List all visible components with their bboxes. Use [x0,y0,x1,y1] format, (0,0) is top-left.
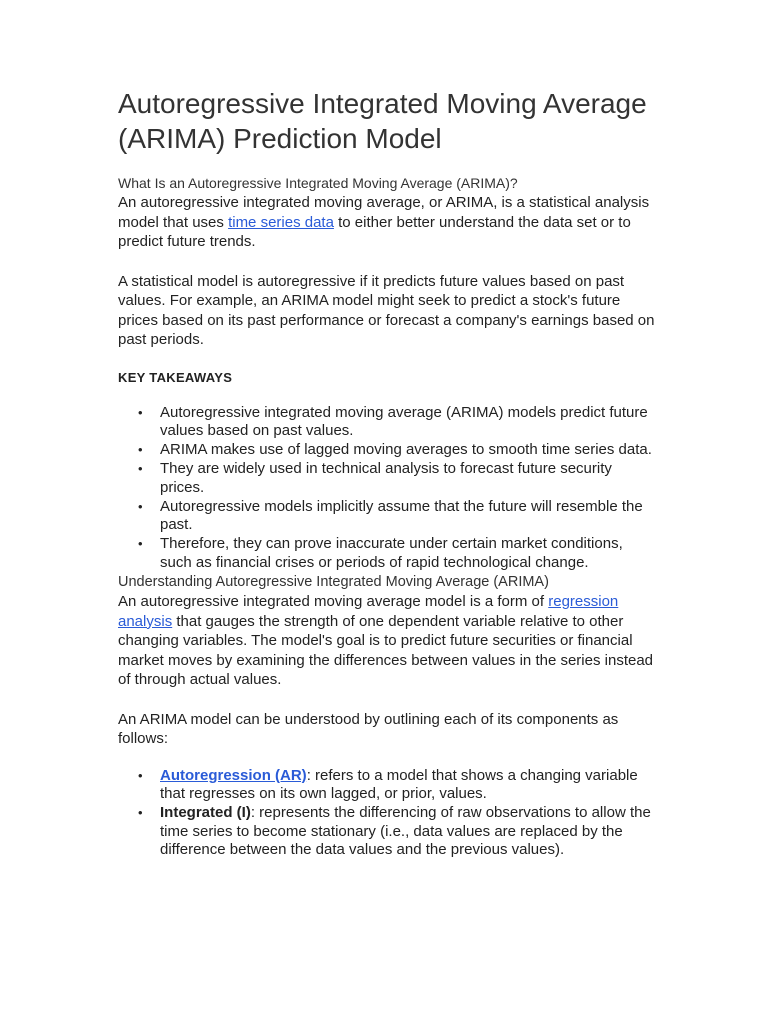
intro-text-after-link: to either better understand the data set or to predict future trends. [118,213,631,250]
takeaway-text: Therefore, they can prove inaccurate under certain market conditions, such as financial crises or periods of rapid technological change. [160,535,623,571]
takeaway-text: Autoregressive integrated moving average (ARIMA) models predict future values based on past values. [160,403,648,439]
list-item [118,804,658,860]
list-item [118,767,658,804]
takeaway-text: ARIMA makes use of lagged moving averages to smooth time series data. [160,441,652,458]
regression-analysis-link[interactable]: regression analysis [118,593,619,630]
components-intro-paragraph: An ARIMA model can be understood by outlining each of its components as follows: [118,710,619,747]
bullet-icon: • [138,404,143,420]
component-description: : refers to a model that shows a changing variable that regresses on its own lagged, or prior, values. [160,766,638,802]
list-item [118,498,658,535]
autoregression-link[interactable]: Autoregression (AR) [160,766,307,784]
page-title: Autoregressive Integrated Moving Average (ARIMA) Prediction Model [118,88,647,154]
intro-paragraph [118,193,658,252]
understanding-heading: Understanding Autoregressive Integrated Moving Average (ARIMA) [118,574,549,590]
bullet-icon: • [138,442,143,457]
takeaway-text: They are widely used in technical analysis to forecast future security prices. [160,460,612,496]
understanding-text-after-link: that gauges the strength of one dependent variable relative to other changing variables. The model's goal is to predict future securities or financial market moves by examining the differences between values in the series instead of through actual values. [118,612,654,688]
list-item [118,535,658,572]
list-item [118,441,658,460]
intro-text-before-link: An autoregressive integrated moving average, or ARIMA, is a statistical analysis model that uses [118,194,650,231]
list-item [118,460,658,497]
bullet-icon: • [138,805,143,820]
component-term: Integrated (I) [160,804,251,821]
key-takeaways-list [118,404,658,573]
understanding-text-before-link: An autoregressive integrated moving average model is a form of [118,593,549,610]
bullet-icon: • [138,767,143,783]
components-list [118,767,658,860]
list-item [118,404,658,441]
component-description: : represents the differencing of raw observations to allow the time series to become stationary (i.e., data values are replaced by the difference between the data values and the previous values). [160,804,651,858]
what-is-heading: What Is an Autoregressive Integrated Moving Average (ARIMA)? [118,175,518,191]
bullet-icon: • [138,536,143,551]
understanding-paragraph [118,592,658,690]
article [118,86,658,860]
takeaway-text: Autoregressive models implicitly assume that the future will resemble the past. [160,497,643,533]
bullet-icon: • [138,498,143,514]
bullet-icon: • [138,461,143,476]
autoregressive-definition-paragraph: A statistical model is autoregressive if it predicts future values based on past values. For example, an ARIMA model might seek to predict a stock's future prices based on its past performance or forecast a company's earnings based on past periods. [118,272,655,348]
key-takeaways-heading: KEY TAKEAWAYS [118,369,233,385]
time-series-data-link[interactable]: time series data [228,213,334,231]
